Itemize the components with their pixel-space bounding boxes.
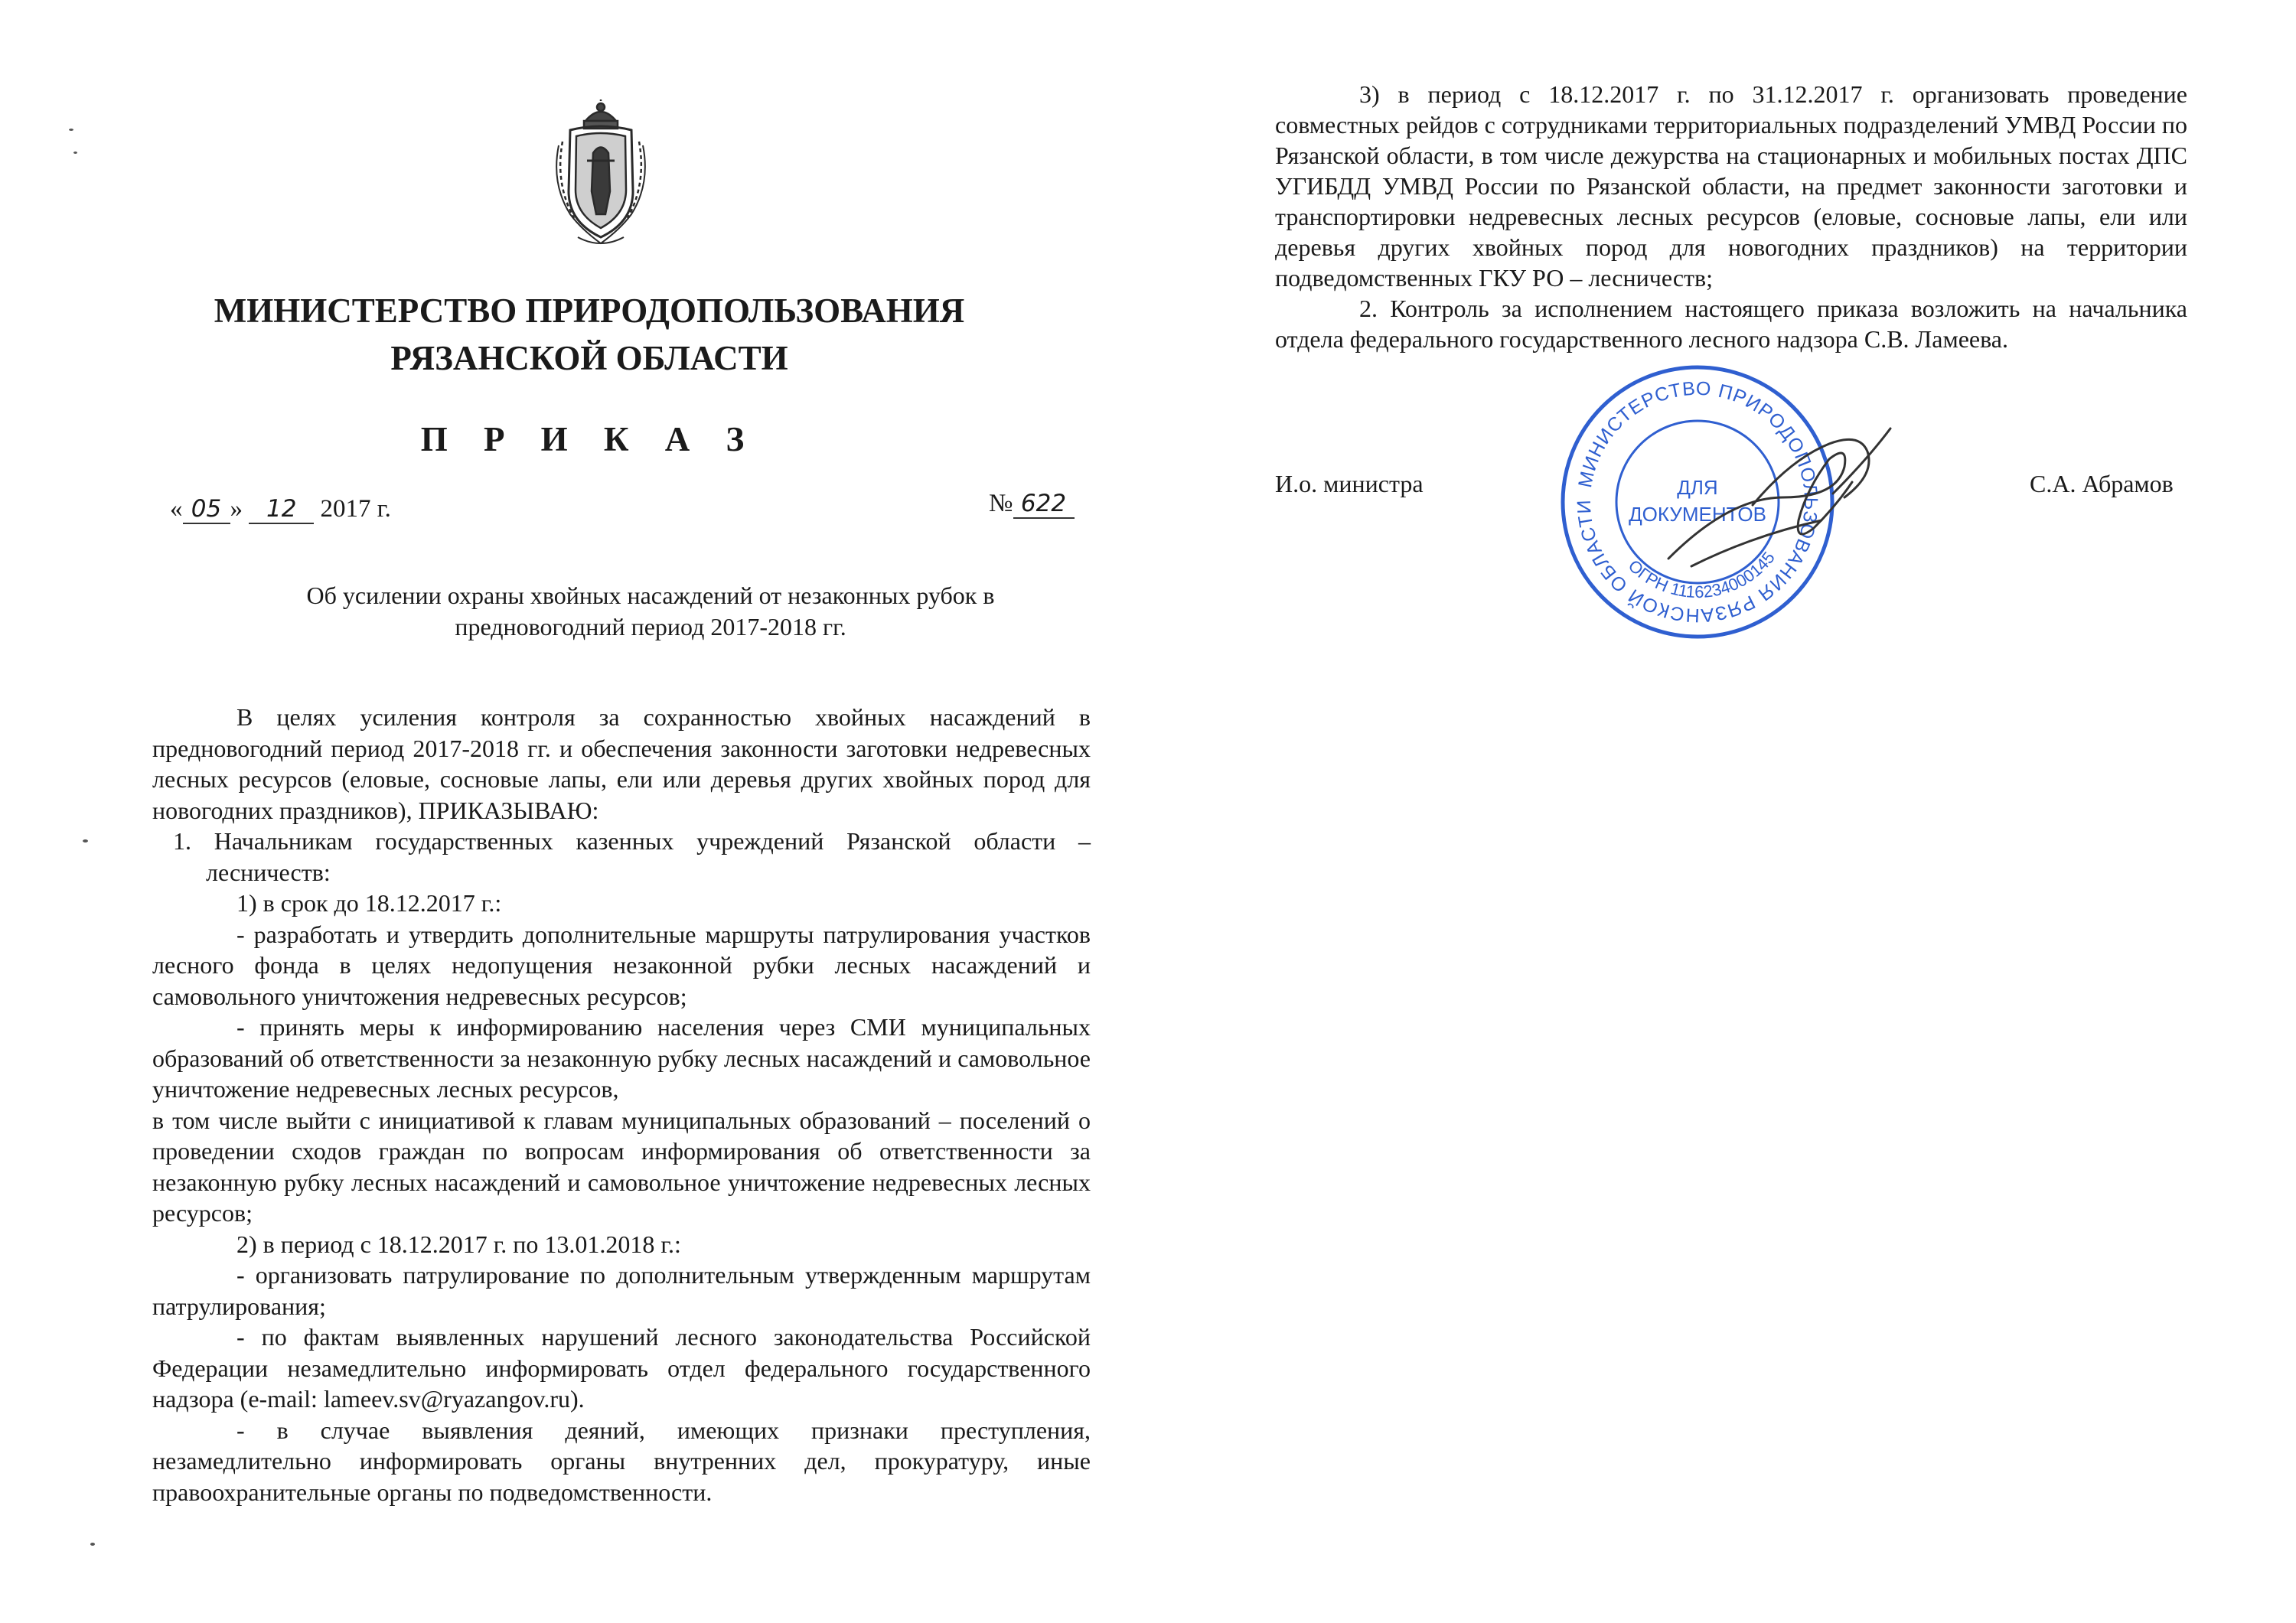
item-2-control: 2. Контроль за исполнением настоящего приказа возложить на начальника отдела федерального государственного лесного надзора С.В. Ламеева.: [1275, 295, 2187, 353]
item-1-paragraph: 1. Начальникам государственных казенных учреждений Рязанской области – лесничеств:: [173, 827, 1091, 886]
number-value: 622: [1013, 490, 1075, 519]
date-close-quote: »: [230, 495, 243, 523]
date-year: 2017 г.: [320, 495, 391, 523]
subitem-2-patrol: - организовать патрулирование по дополнительным утвержденным маршрутам патрулирования;: [152, 1261, 1091, 1320]
handwritten-signature: [1638, 413, 1929, 589]
ministry-title-line2: РЯЗАНСКОЙ ОБЛАСТИ: [390, 339, 788, 377]
date-day: 05: [183, 495, 230, 524]
ministry-title-line1: МИНИСТЕРСТВО ПРИРОДОПОЛЬЗОВАНИЯ: [214, 292, 965, 330]
signatory-name: С.А. Абрамов: [2030, 470, 2174, 497]
scan-speck: [73, 152, 77, 154]
scan-speck: [90, 1543, 95, 1546]
date-open-quote: «: [170, 495, 183, 523]
order-subject: [230, 580, 1071, 643]
order-number: [989, 490, 1075, 519]
signatory-position: И.о. министра: [1275, 470, 1424, 497]
stamp-center-line1: ДЛЯ: [1677, 476, 1718, 499]
subitem-1-media: - принять меры к информированию населения через СМИ муниципальных образований об ответственности за незаконную рубку лесных насаждений и самовольное уничтожение недревесных лесных ресурсов,: [152, 1013, 1091, 1103]
right-page: [1148, 0, 2296, 1623]
coat-of-arms-emblem: [547, 99, 654, 249]
subitem-1-heading: 1) в срок до 18.12.2017 г.:: [236, 889, 502, 917]
order-date: [170, 495, 391, 524]
stamp-center-line2: ДОКУМЕНТОВ: [1629, 503, 1766, 526]
order-body: [152, 702, 1091, 1507]
subitem-1-initiative: в том числе выйти с инициативой к главам муниципальных образований – поселений о проведении сходов граждан по вопросам информирования об ответственности за незаконную рубку лесных насаждений и самовольное уничтожение недревесных лесных ресурсов;: [152, 1106, 1091, 1227]
subject-line1: Об усилении охраны хвойных насаждений от незаконных рубок в: [306, 582, 995, 609]
subject-line2: предновогодний период 2017-2018 гг.: [455, 613, 846, 640]
subitem-2-heading: 2) в период с 18.12.2017 г. по 13.01.2018 г.:: [236, 1230, 681, 1258]
stamp-ring-text: МИНИСТЕРСТВО ПРИРОДОПОЛЬЗОВАНИЯ РЯЗАНСКОЙ ОБЛАСТИ: [1573, 377, 1822, 627]
order-title: П Р И К А З: [420, 420, 758, 458]
subitem-2-violations: - по фактам выявленных нарушений лесного законодательства Российской Федерации незамедлительно информировать отдел федерального государственного надзора (e-mail: lameev.sv@ryazangov.ru).: [152, 1323, 1091, 1413]
number-sign: №: [989, 490, 1013, 517]
subitem-2-crimes: - в случае выявления деяний, имеющих признаки преступления, незамедлительно информировать органы внутренних дел, прокуратуру, иные правоохранительные органы по подведомственности.: [152, 1416, 1091, 1506]
order-body-continued: [1275, 79, 2187, 354]
scan-speck: [69, 129, 73, 131]
preamble-paragraph: В целях усиления контроля за сохранностью хвойных насаждений в предновогодний период 2017-2018 гг. и обеспечения законности заготовки недревесных лесных ресурсов (еловые, сосновые лапы, ели или деревья других хвойных пород для новогодних праздников), ПРИКАЗЫВАЮ:: [152, 703, 1091, 824]
date-month: 12: [249, 495, 314, 524]
stamp-ogrn: ОГРН 1116234000145: [1624, 548, 1779, 602]
subitem-1-routes: - разработать и утвердить дополнительные маршруты патрулирования участков лесного фонда в целях недопущения незаконной рубки лесных насаждений и самовольного уничтожения недревесных ресурсов;: [152, 920, 1091, 1010]
ministry-title: [168, 287, 1010, 382]
subitem-3-raids: 3) в период с 18.12.2017 г. по 31.12.2017 г. организовать проведение совместных рейдов с сотрудниками территориальных подразделений УМВД России по Рязанской области, в том числе дежурства на стационарных и мобильных постах ДПС УГИБДД УМВД России по Рязанской области, на предмет законности заготовки и транспортировки недревесных лесных ресурсов (еловые, сосновые лапы, ели или деревья других хвойных пород для новогодних праздников) на территории подведомственных ГКУ РО – лесничеств;: [1275, 80, 2187, 292]
scan-speck: [83, 839, 88, 842]
